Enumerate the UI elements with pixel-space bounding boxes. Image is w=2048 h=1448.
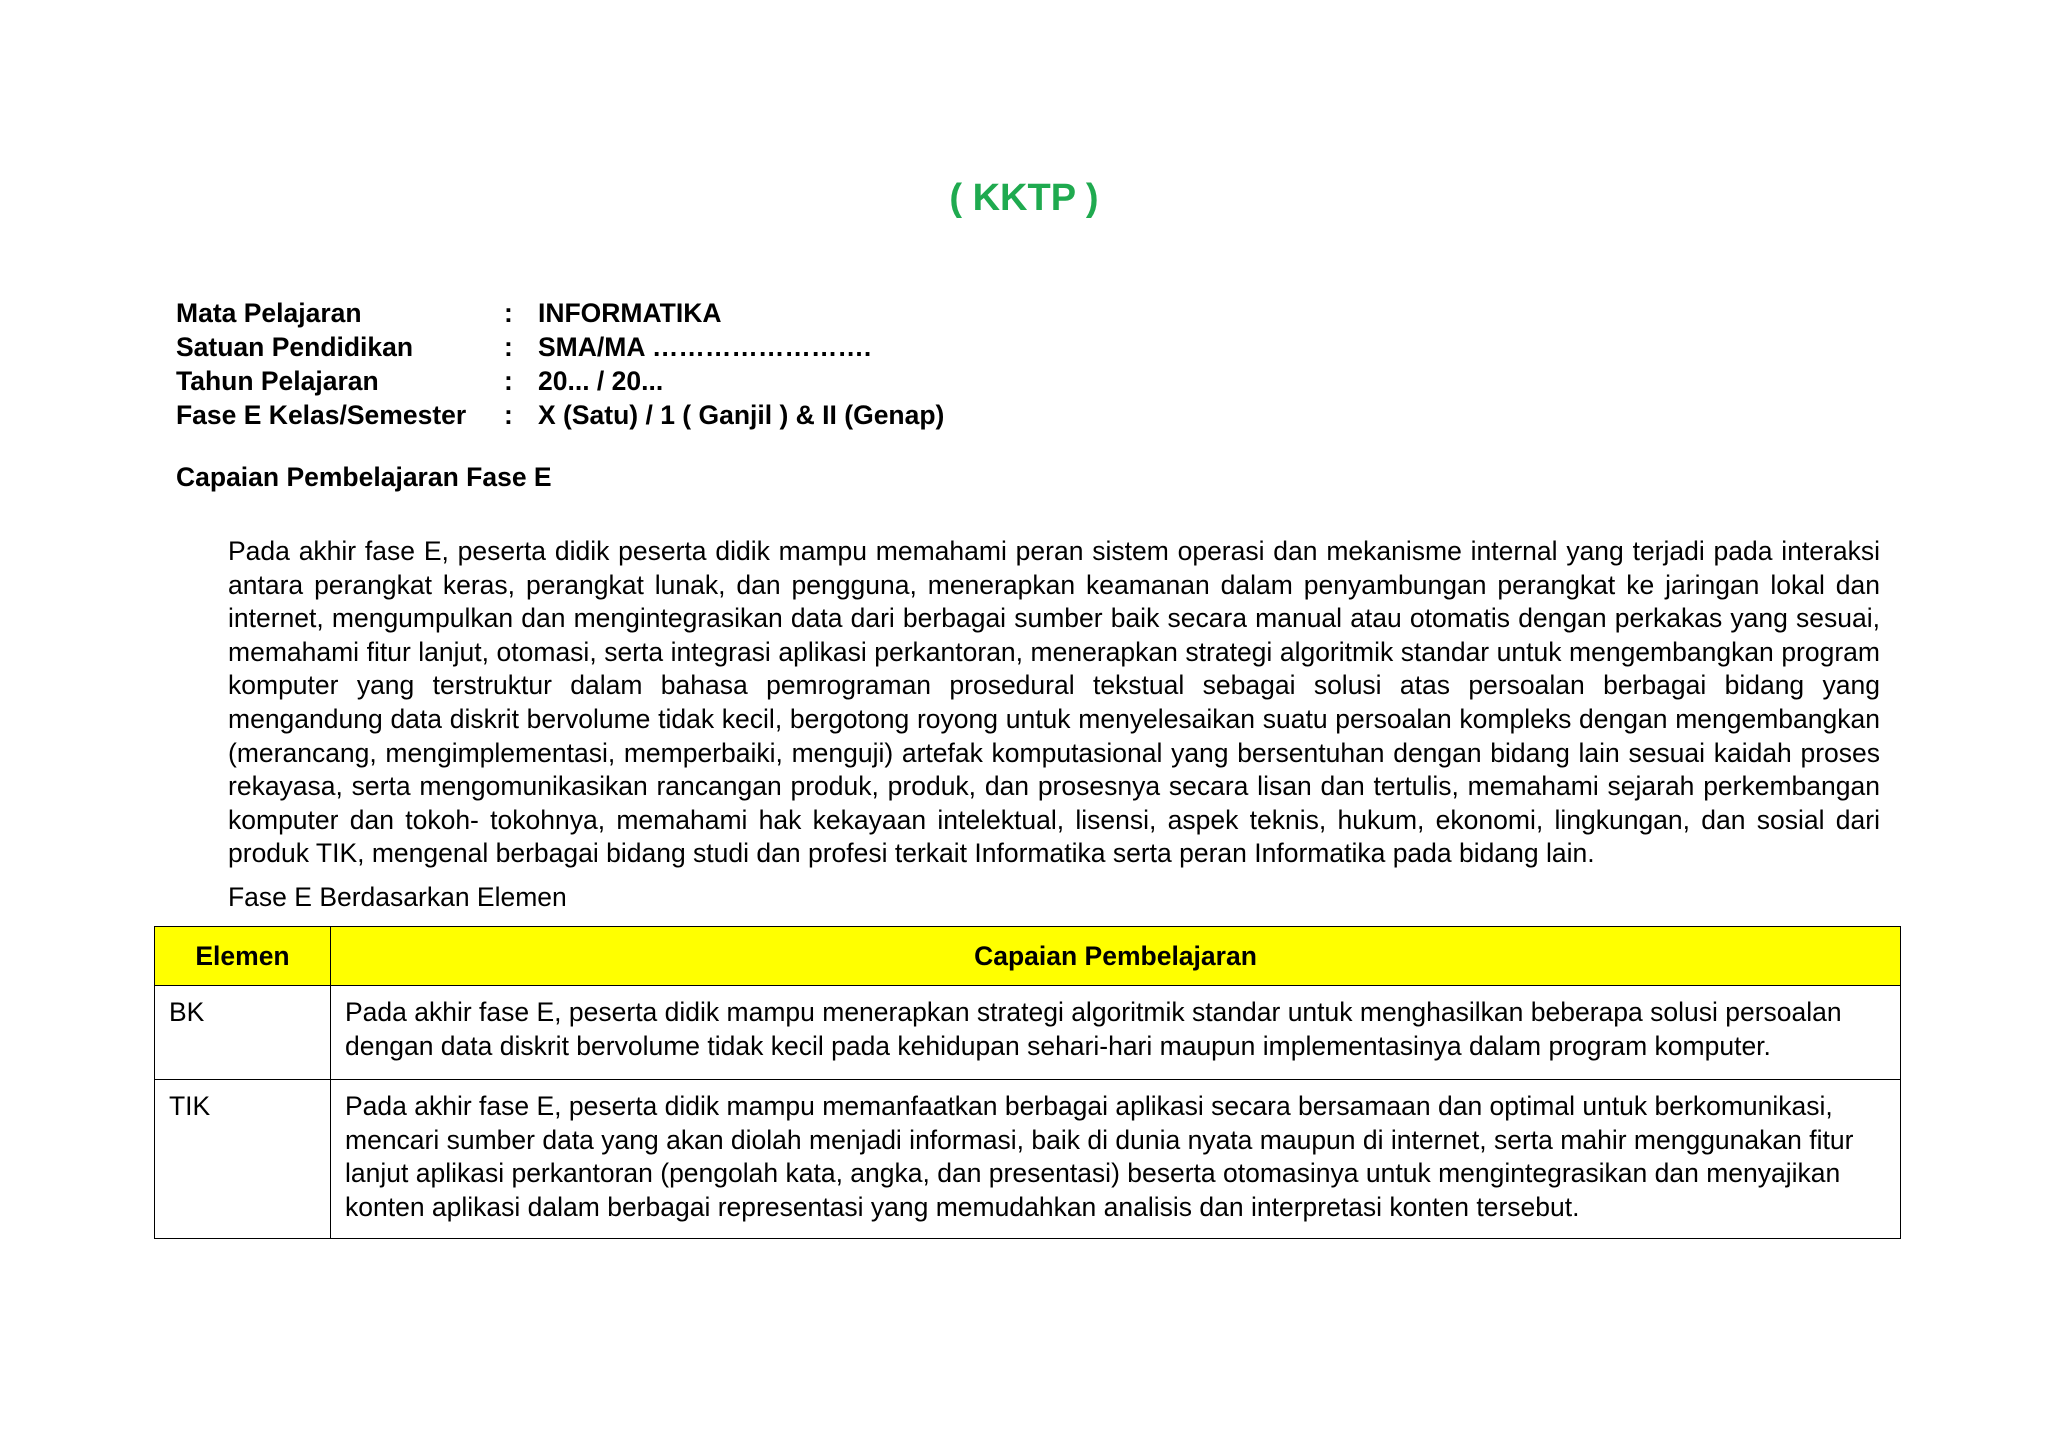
meta-label: Fase E Kelas/Semester — [176, 400, 467, 430]
cell-elemen: TIK — [155, 1080, 331, 1239]
meta-value: 20... / 20... — [538, 366, 664, 396]
page-title: ( KKTP ) — [949, 177, 1099, 219]
meta-label: Mata Pelajaran — [176, 298, 362, 328]
meta-row-mata-pelajaran — [176, 296, 944, 330]
meta-separator: : — [504, 298, 513, 328]
table-header-row — [155, 927, 1901, 986]
table-row — [155, 986, 1901, 1080]
header-capaian: Capaian Pembelajaran — [331, 927, 1901, 986]
cell-capaian: Pada akhir fase E, peserta didik mampu menerapkan strategi algoritmik standar untuk menghasilkan beberapa solusi persoalan dengan data diskrit bervolume tidak kecil pada kehidupan sehari-hari maupun implementasinya dalam program komputer. — [331, 986, 1901, 1080]
meta-row-tahun-pelajaran — [176, 364, 944, 398]
meta-value: SMA/MA ……………………. — [538, 332, 872, 362]
meta-label: Satuan Pendidikan — [176, 332, 414, 362]
capaian-table — [154, 926, 1901, 1239]
cell-elemen: BK — [155, 986, 331, 1080]
meta-separator: : — [504, 366, 513, 396]
meta-label: Tahun Pelajaran — [176, 366, 379, 396]
document-meta — [176, 296, 944, 432]
header-elemen: Elemen — [155, 927, 331, 986]
capaian-paragraph: Pada akhir fase E, peserta didik peserta didik mampu memahami peran sistem operasi dan mekanisme internal yang terjadi pada interaksi antara perangkat keras, perangkat lunak, dan pengguna, menerapkan keamanan dalam penyambungan perangkat ke jaringan lokal dan internet, mengumpulkan dan mengintegrasikan data dari berbagai sumber baik secara manual atau otomatis dengan perkakas yang sesuai, memahami fitur lanjut, otomasi, serta integrasi aplikasi perkantoran, menerapkan strategi algoritmik standar untuk mengembangkan program komputer yang terstruktur dalam bahasa pemrograman prosedural tekstual sebagai solusi atas persoalan berbagai bidang yang mengandung data diskrit bervolume tidak kecil, bergotong royong untuk menyelesaikan suatu persoalan kompleks dengan mengembangkan (merancang, mengimplementasi, memperbaiki, menguji) artefak komputasional yang bersentuhan dengan bidang lain sesuai kaidah proses rekayasa, serta mengomunikasikan rancangan produk, produk, dan prosesnya secara lisan dan tertulis, memahami sejarah perkembangan komputer dan tokoh- tokohnya, memahami hak kekayaan intelektual, lisensi, aspek teknis, hukum, ekonomi, lingkungan, dan sosial dari produk TIK, mengenal berbagai bidang studi dan profesi terkait Informatika serta peran Informatika pada bidang lain. — [228, 536, 1880, 869]
meta-row-fase-kelas-semester — [176, 398, 944, 432]
meta-value: INFORMATIKA — [538, 298, 722, 328]
cell-capaian: Pada akhir fase E, peserta didik mampu memanfaatkan berbagai aplikasi secara bersamaan dan optimal untuk berkomunikasi, mencari sumber data yang akan diolah menjadi informasi, baik di dunia nyata maupun di internet, serta mahir menggunakan fitur lanjut aplikasi perkantoran (pengolah kata, angka, dan presentasi) beserta otomasinya untuk mengintegrasikan dan menyajikan konten aplikasi dalam berbagai representasi yang memudahkan analisis dan interpretasi konten tersebut. — [331, 1080, 1901, 1239]
meta-value: X (Satu) / 1 ( Ganjil ) & II (Genap) — [538, 400, 945, 430]
meta-separator: : — [504, 400, 513, 430]
meta-row-satuan-pendidikan — [176, 330, 944, 364]
meta-separator: : — [504, 332, 513, 362]
section-heading: Capaian Pembelajaran Fase E — [176, 462, 552, 492]
elements-caption: Fase E Berdasarkan Elemen — [228, 882, 567, 912]
table-row — [155, 1080, 1901, 1239]
